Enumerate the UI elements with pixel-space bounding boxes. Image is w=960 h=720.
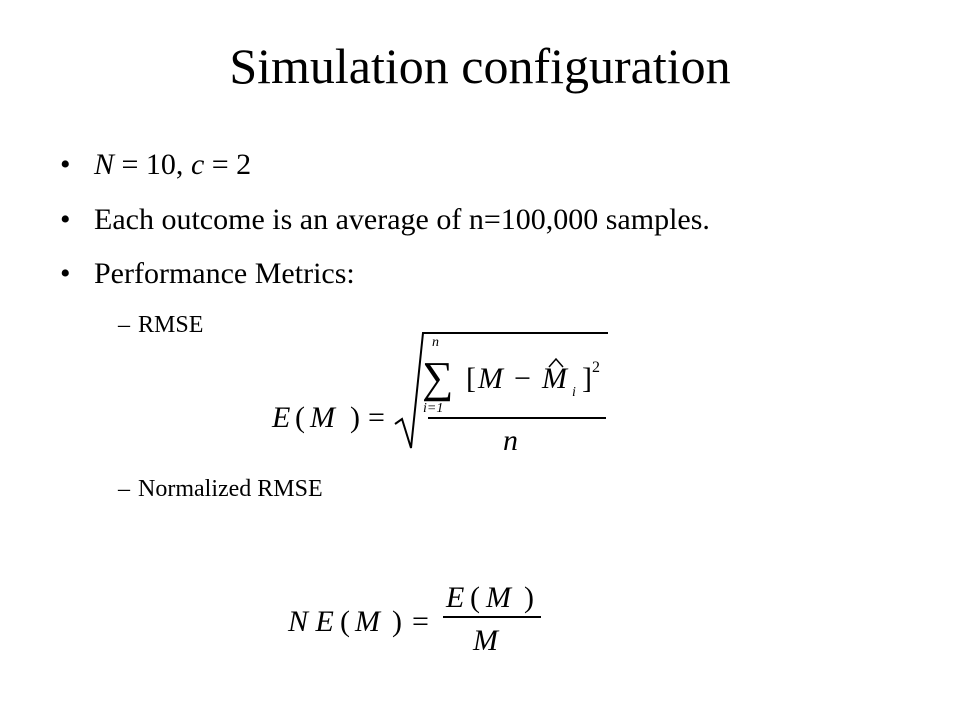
N-value: = 10, — [114, 148, 191, 181]
bullet-marker: • — [60, 203, 71, 236]
bullet-marker: • — [60, 257, 71, 290]
c-value: = 2 — [204, 148, 252, 181]
nrmse-formula — [287, 581, 541, 657]
nrmse-numerator-open-paren: ( — [470, 581, 480, 614]
rmse-sum-symbol: ∑ — [422, 353, 454, 402]
nrmse-lhs-close-paren: ) — [392, 605, 402, 638]
rmse-lhs-close-paren: ) — [350, 401, 360, 434]
rmse-sum-lower-limit: i=1 — [423, 401, 444, 416]
sub-bullet-rmse-label: RMSE — [138, 312, 204, 338]
nrmse-lhs-NE: N E — [288, 605, 334, 638]
rmse-denominator-n: n — [503, 424, 518, 457]
nrmse-denominator-M: M — [473, 624, 498, 657]
bullet-metrics-text: Performance Metrics: — [94, 257, 355, 290]
var-c: c — [190, 148, 205, 181]
rmse-minus: − — [514, 362, 531, 395]
rmse-M-hat: M — [542, 362, 567, 395]
slide-title: Simulation configuration — [229, 38, 731, 94]
rmse-formula — [271, 333, 608, 457]
sub-bullet-marker: – — [118, 312, 130, 338]
rmse-lhs-open-paren: ( — [295, 401, 305, 434]
nrmse-equals-sign: = — [412, 605, 429, 638]
bullet-marker: • — [60, 148, 71, 181]
nrmse-lhs-M: M — [355, 605, 380, 638]
rmse-equals-sign: = — [368, 401, 385, 434]
nrmse-numerator-close-paren: ) — [524, 581, 534, 614]
rmse-M: M — [478, 362, 503, 395]
rmse-lhs-M: M — [310, 401, 335, 434]
bullet-samples-text: Each outcome is an average of n=100,000 samples. — [94, 203, 710, 236]
rmse-open-bracket: [ — [466, 362, 476, 395]
nrmse-numerator-E: E — [446, 581, 465, 614]
rmse-subscript-i: i — [572, 385, 576, 400]
rmse-lhs-E: E — [272, 401, 291, 434]
rmse-close-bracket: ] — [582, 362, 592, 395]
var-N: N — [94, 148, 115, 181]
nrmse-numerator-M: M — [486, 581, 511, 614]
rmse-sum-upper-limit: n — [432, 335, 439, 350]
nrmse-lhs-open-paren: ( — [340, 605, 350, 638]
sub-bullet-marker: – — [118, 476, 130, 502]
rmse-exponent-2: 2 — [592, 359, 600, 376]
sub-bullet-normalized-rmse-label: Normalized RMSE — [138, 476, 323, 502]
